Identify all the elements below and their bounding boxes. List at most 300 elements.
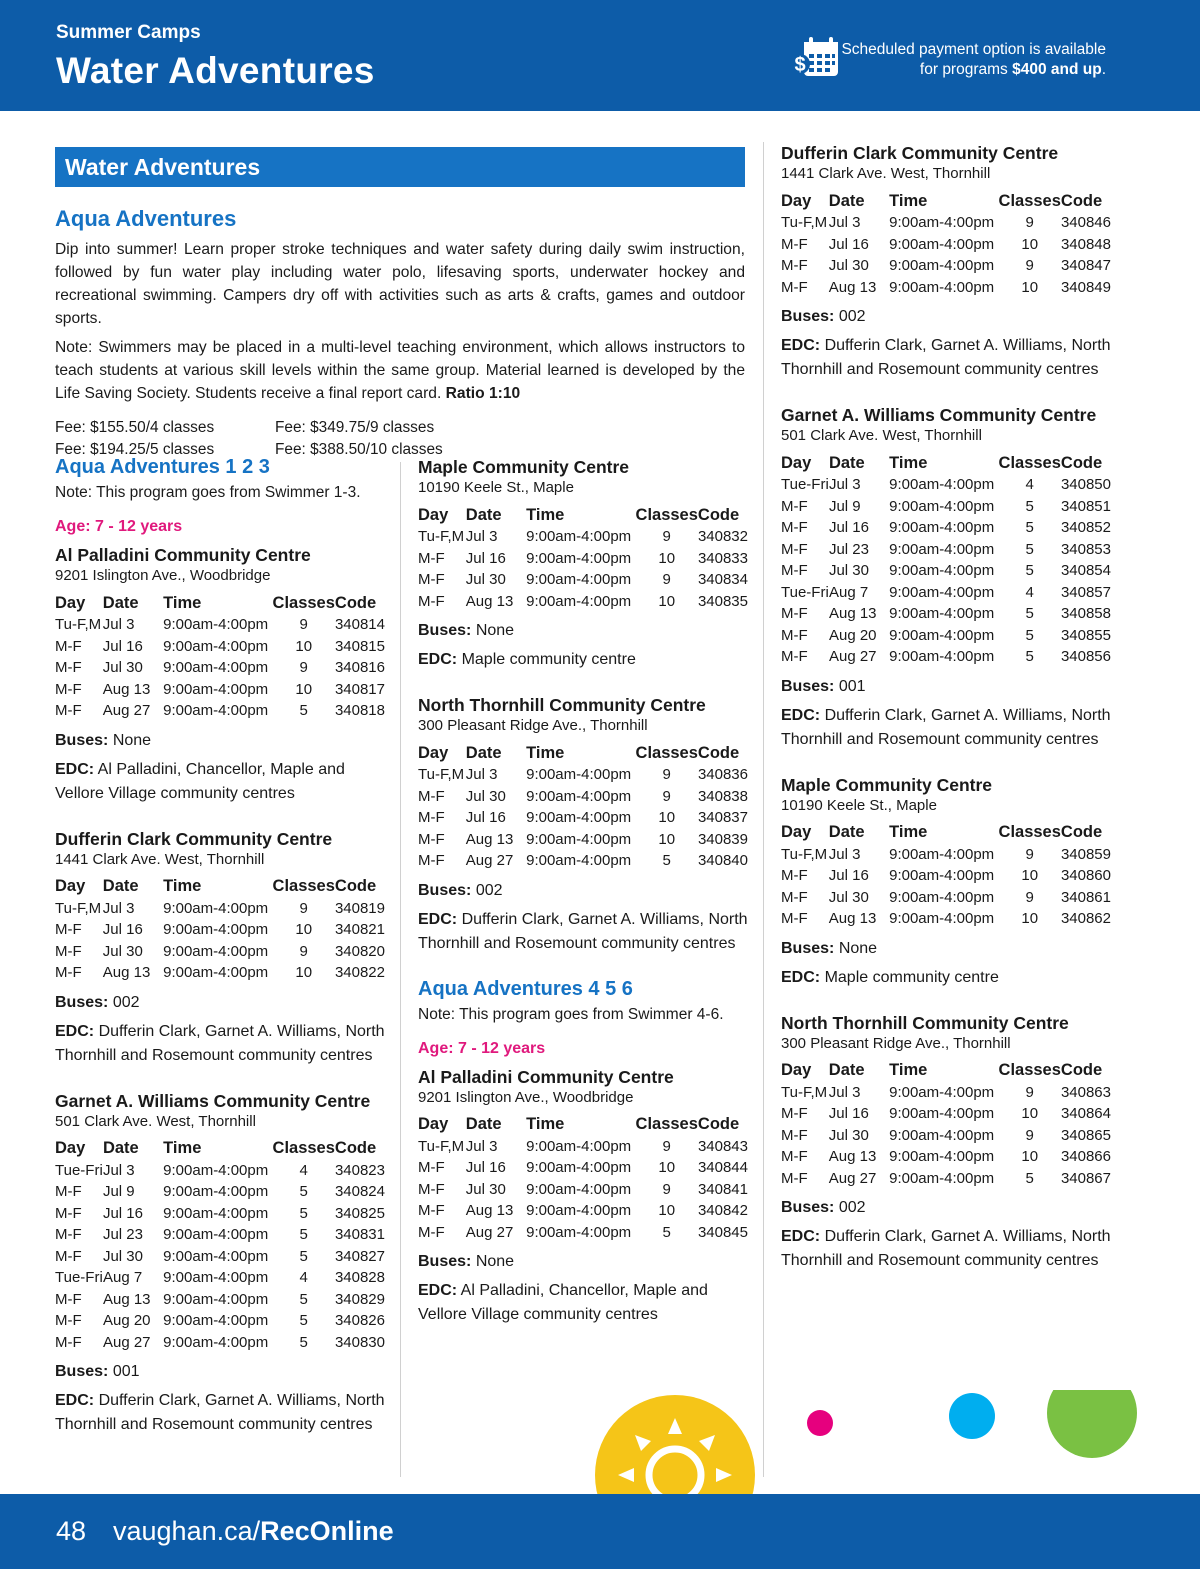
column-header-day: Day [781, 191, 812, 210]
table-cell: 10 [658, 1202, 676, 1220]
table-cell: 9:00am-4:00pm [889, 1105, 995, 1123]
location-name: Garnet A. Williams Community Centre [781, 405, 1097, 425]
schedule-table [781, 822, 1111, 930]
table-cell: 9:00am-4:00pm [163, 1183, 269, 1201]
table-cell: 340845 [697, 1223, 748, 1241]
table-cell: 340839 [697, 830, 748, 848]
fee-item: Fee: $349.75/9 classes [275, 419, 435, 436]
location-name: Garnet A. Williams Community Centre [55, 1090, 371, 1111]
column-header-code: Code [334, 1139, 377, 1157]
table-cell: 5 [299, 1290, 308, 1308]
table-cell: 9 [1025, 888, 1034, 906]
table-cell: Aug 13 [465, 592, 514, 610]
table-cell: 9 [1025, 257, 1034, 275]
table-cell: 9:00am-4:00pm [889, 910, 995, 928]
table-cell: 340867 [1060, 1169, 1111, 1187]
table-cell: 5 [299, 1204, 308, 1222]
column-header-code: Code [697, 505, 740, 524]
table-cell: 5 [1025, 562, 1034, 580]
table-cell: Aug 13 [828, 605, 877, 623]
location-name: Al Palladini Community Centre [418, 1066, 674, 1087]
table-cell: 340833 [697, 549, 748, 567]
table-row [781, 625, 1111, 647]
table-cell: 9:00am-4:00pm [889, 1126, 995, 1144]
table-cell: 9:00am-4:00pm [526, 1137, 632, 1155]
location-name: Dufferin Clark Community Centre [781, 143, 1059, 163]
location-block [781, 404, 1111, 752]
location-name: Maple Community Centre [781, 774, 992, 795]
table-cell: 9:00am-4:00pm [526, 766, 632, 784]
table-cell: 340814 [334, 616, 385, 634]
table-cell: Aug 13 [102, 964, 151, 982]
location-block [781, 1012, 1111, 1274]
table-row [781, 1146, 1111, 1168]
table-cell: Jul 16 [102, 637, 143, 655]
table-row [55, 1224, 385, 1246]
table-cell: Aug 13 [828, 910, 877, 928]
table-cell: 10 [658, 549, 676, 567]
table-cell: 9:00am-4:00pm [889, 562, 995, 580]
fee-list [55, 417, 745, 461]
table-cell: 9:00am-4:00pm [163, 659, 269, 677]
table-cell: 5 [299, 1333, 308, 1351]
table-cell: 9:00am-4:00pm [163, 680, 269, 698]
table-header-row [781, 190, 1111, 212]
table-cell: 340864 [1060, 1105, 1111, 1123]
table-cell: Jul 23 [102, 1226, 143, 1244]
table-cell: 9 [1025, 1126, 1034, 1144]
table-cell: Jul 16 [828, 867, 869, 885]
footer-url[interactable]: vaughan.ca/RecOnline [113, 1516, 394, 1546]
table-cell: 9:00am-4:00pm [889, 1148, 995, 1166]
column-header-date: Date [465, 743, 502, 762]
page-number: 48 [56, 1516, 87, 1546]
table-cell: 340862 [1060, 910, 1111, 928]
green-dot [1047, 1390, 1137, 1458]
schedule-table [418, 742, 748, 872]
table-cell: 9 [299, 659, 308, 677]
table-cell: 9:00am-4:00pm [163, 637, 269, 655]
table-cell: M-F [55, 1226, 82, 1244]
table-row [55, 898, 385, 920]
table-cell: Jul 16 [465, 1159, 506, 1177]
table-header-row [418, 504, 748, 526]
table-cell: Jul 30 [828, 888, 869, 906]
table-cell: Tu-F,M [781, 214, 828, 232]
table-row [781, 1125, 1111, 1147]
table-cell: 9 [299, 616, 308, 634]
table-cell: 340855 [1060, 626, 1111, 644]
table-cell: Jul 3 [465, 766, 498, 784]
table-cell: M-F [781, 1148, 808, 1166]
column-header-time: Time [889, 453, 928, 472]
table-cell: 10 [1021, 278, 1039, 296]
table-cell: M-F [418, 809, 445, 827]
table-cell: 5 [1025, 605, 1034, 623]
table-cell: M-F [781, 497, 808, 515]
column-divider [400, 462, 401, 1477]
table-row [781, 517, 1111, 539]
table-cell: M-F [55, 921, 82, 939]
table-cell: 340848 [1060, 235, 1111, 253]
table-cell: 9 [299, 899, 308, 917]
table-cell: M-F [418, 787, 445, 805]
table-row [55, 1310, 385, 1332]
table-row [781, 496, 1111, 518]
table-cell: M-F [418, 1202, 445, 1220]
table-cell: 340860 [1060, 867, 1111, 885]
schedule-table [418, 504, 748, 612]
table-cell: 5 [662, 1223, 671, 1241]
age-range: Age: 7 - 12 years [55, 518, 183, 535]
location-address: 501 Clark Ave. West, Thornhill [781, 427, 982, 444]
table-cell: 9:00am-4:00pm [889, 1169, 995, 1187]
table-cell: 9:00am-4:00pm [889, 235, 995, 253]
table-cell: 340835 [697, 592, 748, 610]
table-cell: 9:00am-4:00pm [163, 1247, 269, 1265]
buses-info: Buses: 001 [55, 1363, 140, 1380]
table-cell: Jul 30 [828, 562, 869, 580]
table-cell: M-F [781, 605, 808, 623]
location-address: 10190 Keele St., Maple [418, 479, 574, 496]
payment-note: Scheduled payment option is available for programs $400 and up. [841, 41, 1106, 78]
column-header-time: Time [526, 505, 565, 524]
location-address: 1441 Clark Ave. West, Thornhill [55, 850, 265, 868]
location-name: Maple Community Centre [418, 457, 629, 477]
column-header-code: Code [1060, 823, 1103, 841]
schedule-table [781, 452, 1111, 668]
table-cell: 9:00am-4:00pm [889, 867, 995, 885]
table-cell: 10 [658, 809, 676, 827]
program-note: Note: This program goes from Swimmer 1-3. [55, 484, 361, 501]
table-cell: 340840 [697, 852, 748, 870]
table-row [418, 591, 748, 613]
fee-item: Fee: $194.25/5 classes [55, 441, 215, 458]
column-header-date: Date [828, 453, 865, 472]
table-cell: 9 [662, 1180, 671, 1198]
table-cell: 9:00am-4:00pm [526, 571, 632, 589]
column-1 [55, 456, 385, 1459]
table-cell: 340831 [334, 1226, 385, 1244]
table-cell: Aug 27 [102, 1333, 151, 1351]
table-cell: 9:00am-4:00pm [889, 1083, 995, 1101]
column-header-day: Day [55, 1139, 86, 1157]
table-cell: Jul 16 [465, 549, 506, 567]
location-block [781, 142, 1111, 382]
table-row [781, 539, 1111, 561]
table-row [418, 1136, 748, 1158]
column-header-day: Day [418, 743, 449, 762]
section-bar: Water Adventures [55, 147, 745, 187]
table-cell: 9 [662, 766, 671, 784]
table-cell: 340815 [334, 637, 385, 655]
table-cell: Jul 30 [102, 1247, 143, 1265]
table-cell: M-F [418, 571, 445, 589]
table-cell: 9:00am-4:00pm [526, 592, 632, 610]
table-cell: Tu-F,M [418, 1137, 465, 1155]
table-cell: M-F [781, 562, 808, 580]
table-cell: M-F [781, 888, 808, 906]
column-header-date: Date [465, 1115, 502, 1133]
buses-info: Buses: 002 [781, 308, 866, 325]
table-row [55, 1246, 385, 1268]
table-cell: 340829 [334, 1290, 385, 1308]
table-cell: 10 [658, 592, 676, 610]
table-cell: 4 [1025, 583, 1034, 601]
table-cell: 4 [299, 1269, 308, 1287]
table-cell: 340837 [697, 809, 748, 827]
table-cell: 340836 [697, 766, 748, 784]
table-cell: Jul 23 [828, 540, 869, 558]
location-address: 300 Pleasant Ridge Ave., Thornhill [781, 1034, 1011, 1052]
page-title: Water Adventures [56, 50, 375, 91]
column-header-code: Code [1060, 453, 1103, 472]
table-cell: 340853 [1060, 540, 1111, 558]
table-cell: 340823 [334, 1161, 385, 1179]
table-cell: 9:00am-4:00pm [889, 845, 995, 863]
table-cell: 10 [1021, 235, 1039, 253]
table-cell: Jul 3 [465, 528, 498, 546]
edc-info: EDC: Dufferin Clark, Garnet A. Williams, North Thornhill and Rosemount community centres [55, 1392, 385, 1433]
table-header-row [418, 742, 748, 764]
edc-info: EDC: Al Palladini, Chancellor, Maple and Vellore Village community centres [418, 1282, 708, 1323]
table-row [418, 1200, 748, 1222]
table-cell: 9:00am-4:00pm [163, 921, 269, 939]
table-cell: M-F [55, 659, 82, 677]
table-row [55, 1332, 385, 1354]
table-row [55, 614, 385, 636]
table-row [781, 1103, 1111, 1125]
table-cell: 9 [662, 1137, 671, 1155]
table-cell: 340849 [1060, 278, 1111, 296]
table-cell: 340818 [334, 702, 385, 720]
table-cell: Jul 9 [102, 1183, 135, 1201]
table-cell: 340861 [1060, 888, 1111, 906]
table-cell: M-F [55, 942, 82, 960]
table-cell: Jul 16 [102, 1204, 143, 1222]
table-cell: 9:00am-4:00pm [889, 278, 995, 296]
table-cell: 9:00am-4:00pm [163, 1204, 269, 1222]
location-block [55, 1090, 385, 1438]
table-row [55, 1181, 385, 1203]
table-cell: 5 [1025, 497, 1034, 515]
column-header-day: Day [55, 593, 86, 612]
table-cell: M-F [55, 1290, 82, 1308]
table-cell: 340859 [1060, 845, 1111, 863]
table-cell: 5 [299, 1312, 308, 1330]
table-cell: 340827 [334, 1247, 385, 1265]
table-cell: Jul 16 [465, 809, 506, 827]
table-cell: 340828 [334, 1269, 385, 1287]
svg-text:$: $ [794, 54, 806, 76]
table-cell: 10 [1021, 1148, 1039, 1166]
table-cell: 10 [1021, 1105, 1039, 1123]
table-cell: 10 [295, 680, 313, 698]
table-cell: M-F [418, 592, 445, 610]
pink-dot [807, 1410, 833, 1436]
table-cell: Aug 13 [102, 1290, 151, 1308]
table-cell: Jul 30 [828, 1126, 869, 1144]
fee-item: Fee: $155.50/4 classes [55, 419, 215, 436]
schedule-table [55, 592, 385, 722]
table-cell: 340843 [697, 1137, 748, 1155]
table-cell: 9:00am-4:00pm [889, 214, 995, 232]
column-header-classes: Classes [998, 191, 1061, 210]
table-cell: 340863 [1060, 1083, 1111, 1101]
section-label: Summer Camps [56, 22, 201, 43]
table-row [418, 526, 748, 548]
column-3 [781, 142, 1111, 1295]
table-cell: 9:00am-4:00pm [526, 852, 632, 870]
table-cell: M-F [781, 1169, 808, 1187]
table-cell: 340838 [697, 787, 748, 805]
table-cell: M-F [55, 1204, 82, 1222]
table-cell: 340846 [1060, 214, 1111, 232]
table-cell: Aug 20 [828, 626, 877, 644]
table-cell: 9 [662, 571, 671, 589]
table-cell: 9:00am-4:00pm [526, 1159, 632, 1177]
table-cell: 9:00am-4:00pm [889, 476, 995, 494]
table-cell: M-F [781, 1105, 808, 1123]
table-row [781, 582, 1111, 604]
table-cell: Jul 16 [828, 1105, 869, 1123]
table-cell: 10 [1021, 910, 1039, 928]
table-row [781, 234, 1111, 256]
table-cell: Tu-F,M [418, 766, 465, 784]
table-row [781, 865, 1111, 887]
table-cell: Jul 3 [102, 1161, 135, 1179]
table-row [418, 829, 748, 851]
page-footer [0, 1494, 1200, 1569]
location-block [418, 1066, 748, 1328]
schedule-table [55, 1138, 385, 1354]
table-row [55, 636, 385, 658]
column-header-code: Code [334, 877, 377, 895]
location-name: Al Palladini Community Centre [55, 545, 311, 565]
edc-info: EDC: Dufferin Clark, Garnet A. Williams, North Thornhill and Rosemount community centres [55, 1022, 385, 1064]
column-header-classes: Classes [272, 877, 335, 895]
table-row [781, 474, 1111, 496]
table-cell: M-F [418, 1159, 445, 1177]
table-cell: Jul 16 [828, 235, 869, 253]
location-block [418, 456, 748, 672]
table-cell: 340857 [1060, 583, 1111, 601]
table-cell: M-F [55, 680, 82, 698]
table-cell: M-F [55, 1183, 82, 1201]
column-header-day: Day [418, 1115, 449, 1133]
table-cell: 9 [662, 787, 671, 805]
location-name: North Thornhill Community Centre [418, 695, 706, 715]
program-note: Note: Swimmers may be placed in a multi-level teaching environment, which allows instructors to teach students at various skill levels within the same group. Material learned is developed by the Life Saving Society. Students receive a final report card. Ratio 1:10 [55, 339, 745, 402]
column-header-code: Code [1060, 191, 1103, 210]
page-header [0, 0, 1200, 111]
table-cell: M-F [418, 549, 445, 567]
edc-info: EDC: Maple community centre [781, 968, 999, 986]
table-cell: M-F [781, 257, 808, 275]
table-cell: 5 [299, 702, 308, 720]
table-cell: 340842 [697, 1202, 748, 1220]
table-cell: 340824 [334, 1183, 385, 1201]
column-header-day: Day [781, 823, 812, 841]
table-cell: Tu-F,M [418, 528, 465, 546]
location-address: 501 Clark Ave. West, Thornhill [55, 1112, 256, 1130]
table-row [418, 807, 748, 829]
table-cell: M-F [781, 626, 808, 644]
buses-info: Buses: None [418, 1253, 515, 1270]
table-cell: Aug 7 [102, 1269, 143, 1287]
table-cell: M-F [55, 637, 82, 655]
schedule-table [781, 1060, 1111, 1190]
table-cell: Jul 16 [102, 921, 143, 939]
table-row [418, 850, 748, 872]
table-cell: 5 [1025, 648, 1034, 666]
table-cell: Tue-Fri [55, 1161, 103, 1179]
column-header-classes: Classes [998, 1061, 1061, 1079]
table-cell: 9 [1025, 1083, 1034, 1101]
table-cell: 340851 [1060, 497, 1111, 515]
table-cell: 10 [295, 921, 313, 939]
table-cell: Aug 7 [828, 583, 869, 601]
location-block [55, 828, 385, 1068]
column-header-classes: Classes [635, 743, 698, 762]
column-header-code: Code [334, 593, 377, 612]
location-address: 1441 Clark Ave. West, Thornhill [781, 165, 991, 182]
column-header-time: Time [163, 593, 202, 612]
table-cell: 5 [299, 1247, 308, 1265]
table-cell: M-F [781, 519, 808, 537]
edc-info: EDC: Dufferin Clark, Garnet A. Williams, North Thornhill and Rosemount community centres [781, 1228, 1111, 1269]
location-name: North Thornhill Community Centre [781, 1012, 1069, 1033]
column-header-classes: Classes [635, 505, 698, 524]
table-cell: 9:00am-4:00pm [889, 257, 995, 275]
table-row [418, 786, 748, 808]
table-cell: 9:00am-4:00pm [526, 528, 632, 546]
buses-info: Buses: 001 [781, 677, 866, 695]
schedule-table [418, 1114, 748, 1244]
table-cell: M-F [418, 1223, 445, 1241]
age-range: Age: 7 - 12 years [418, 1039, 546, 1057]
table-cell: 9:00am-4:00pm [163, 1226, 269, 1244]
table-row [781, 277, 1111, 299]
table-cell: 9:00am-4:00pm [526, 830, 632, 848]
edc-info: EDC: Dufferin Clark, Garnet A. Williams, North Thornhill and Rosemount community centres [418, 910, 748, 952]
table-cell: 340820 [334, 942, 385, 960]
table-cell: 4 [299, 1161, 308, 1179]
location-name: Dufferin Clark Community Centre [55, 828, 333, 849]
table-cell: 9:00am-4:00pm [889, 648, 995, 666]
table-cell: 9:00am-4:00pm [889, 583, 995, 601]
table-cell: M-F [55, 702, 82, 720]
table-cell: 9:00am-4:00pm [526, 1180, 632, 1198]
column-header-date: Date [828, 191, 865, 210]
table-row [781, 212, 1111, 234]
column-header-classes: Classes [272, 1139, 335, 1157]
table-cell: 5 [299, 1226, 308, 1244]
table-cell: 9:00am-4:00pm [889, 497, 995, 515]
table-cell: 340830 [334, 1333, 385, 1351]
table-cell: Jul 3 [828, 214, 861, 232]
table-cell: Aug 13 [102, 680, 151, 698]
table-cell: 9:00am-4:00pm [889, 626, 995, 644]
table-cell: Jul 3 [102, 616, 135, 634]
table-cell: 9:00am-4:00pm [163, 616, 269, 634]
table-row [55, 679, 385, 701]
buses-info: Buses: None [55, 731, 152, 749]
table-cell: 340850 [1060, 476, 1111, 494]
table-cell: 340822 [334, 964, 385, 982]
table-cell: M-F [781, 867, 808, 885]
column-header-date: Date [465, 505, 502, 524]
